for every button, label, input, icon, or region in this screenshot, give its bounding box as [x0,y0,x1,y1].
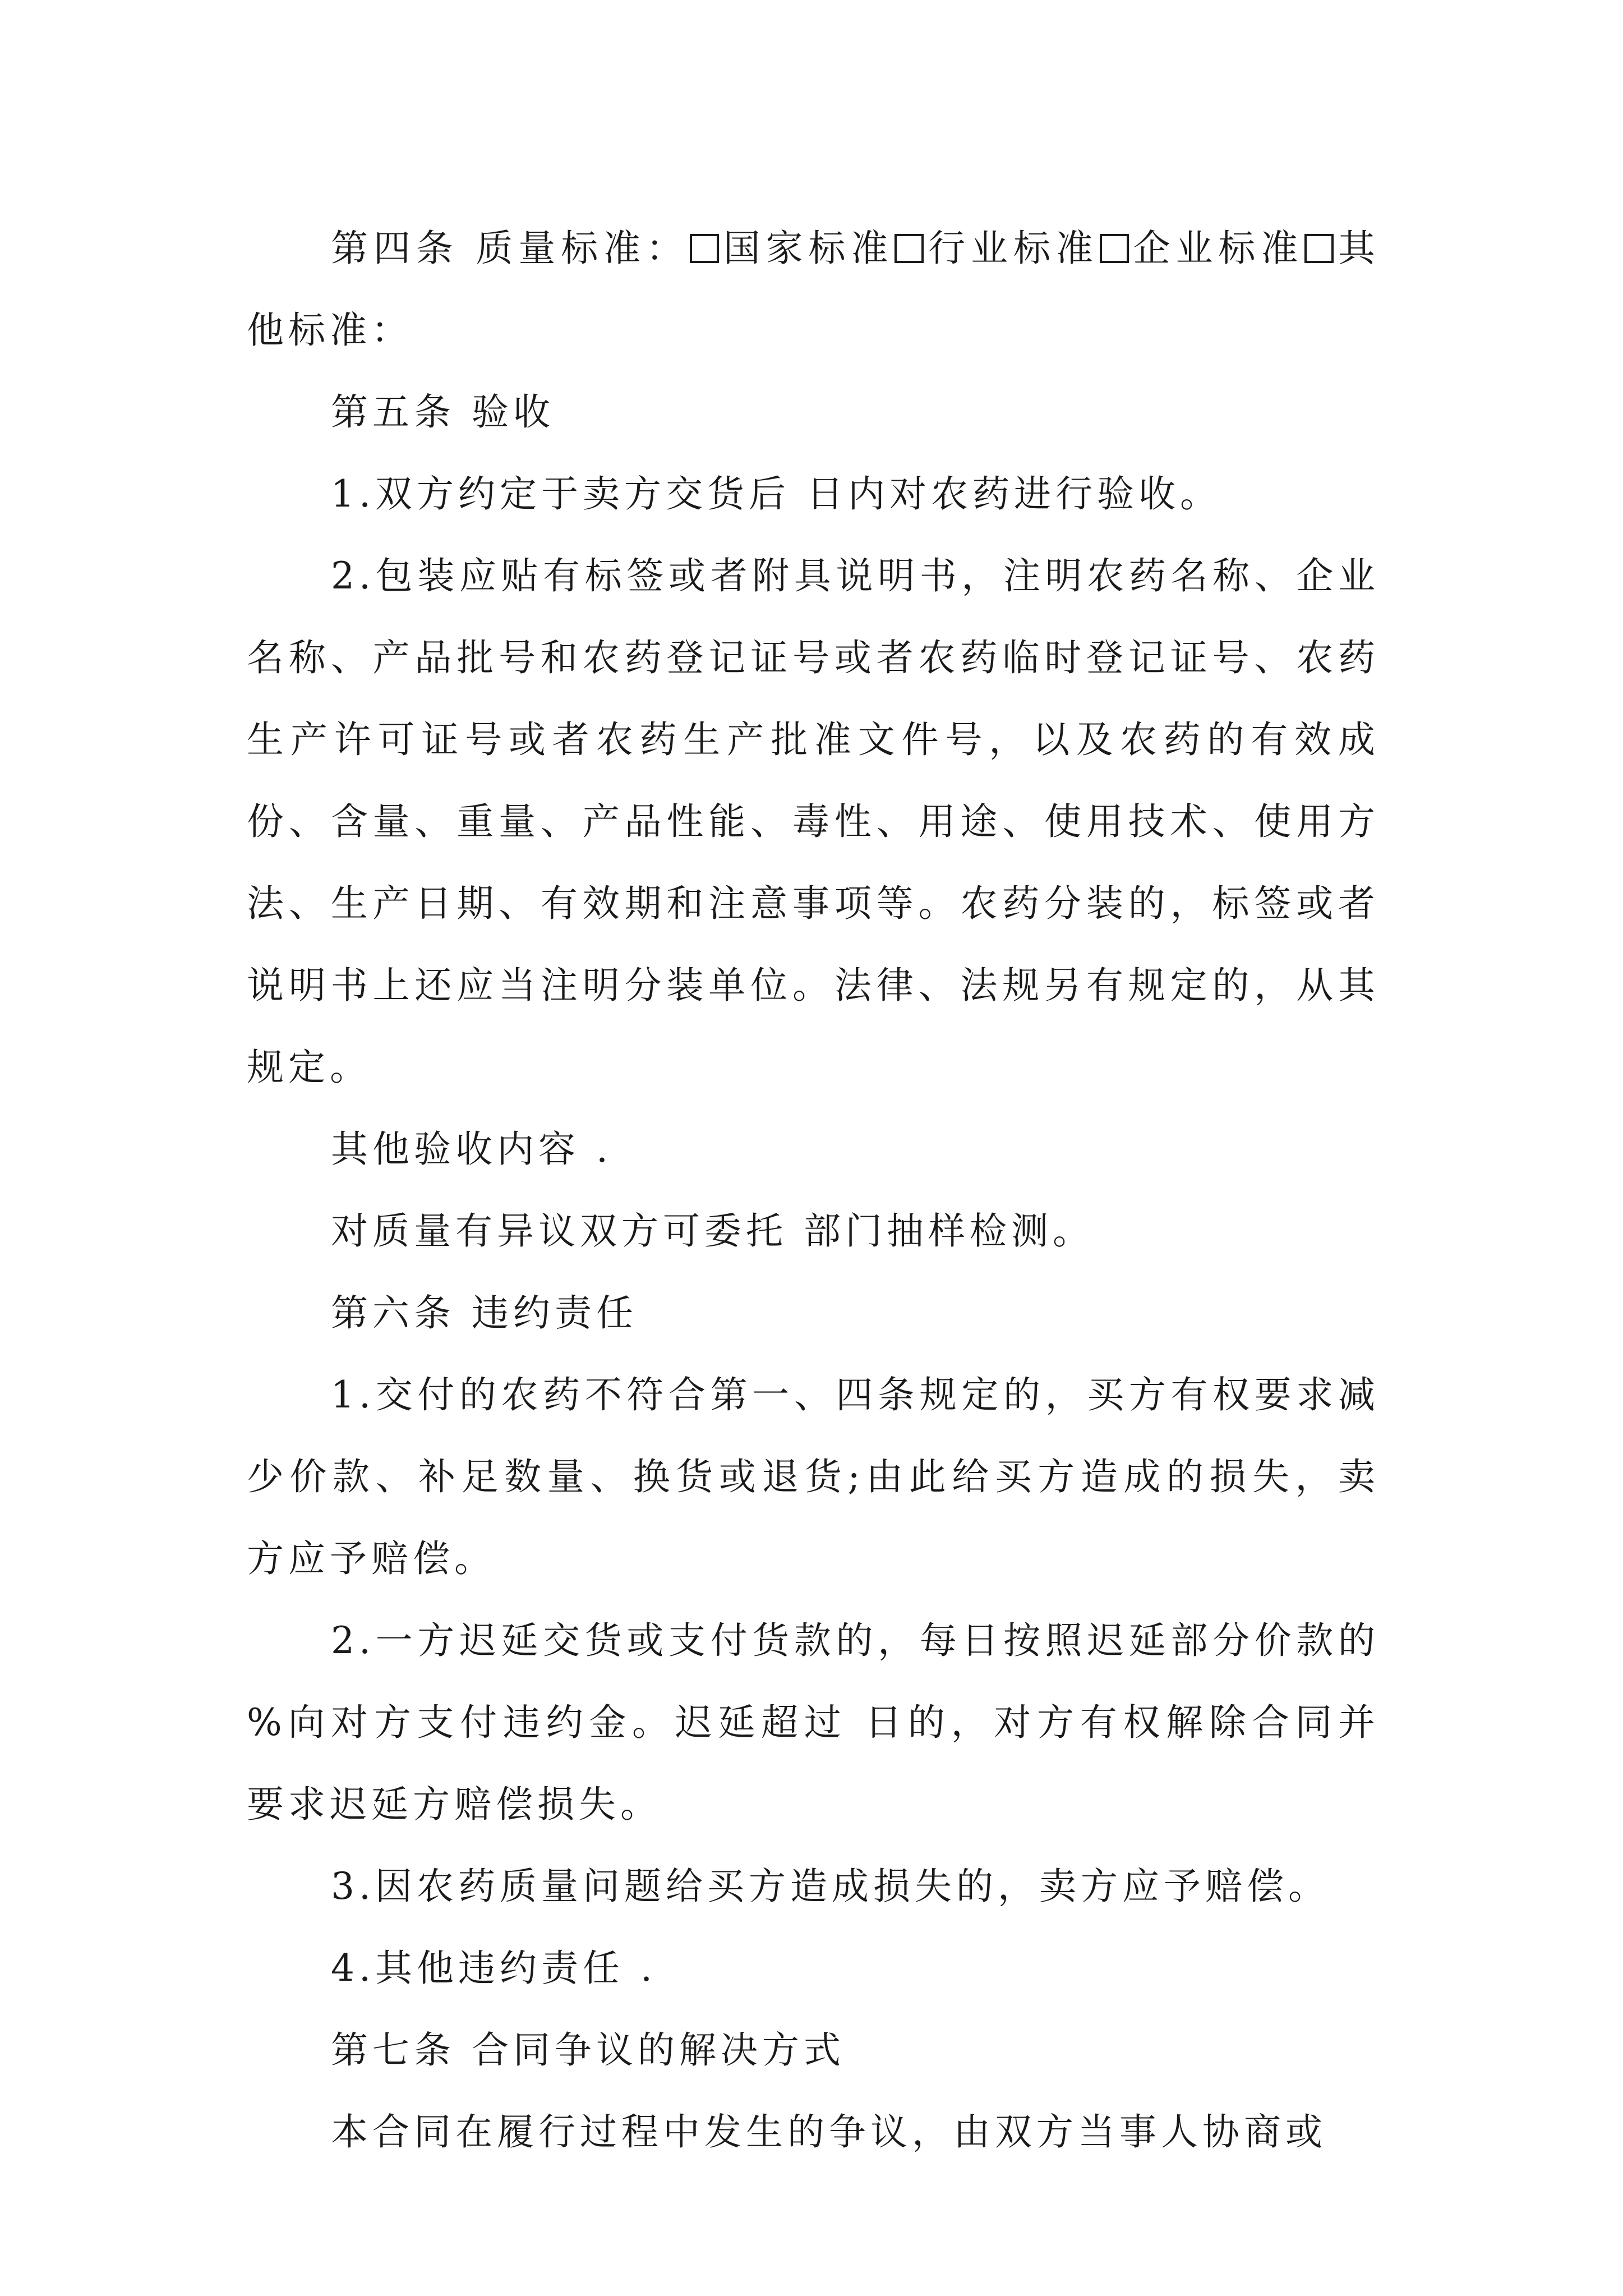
article-5-inspection: 对质量有异议双方可委托 部门抽样检测。 [331,1209,1094,1253]
article-7-clause-1: 本合同在履行过程中发生的争议，由双方当事人协商或 [331,2110,1327,2154]
article-5-title: 第五条 验收 [331,390,555,434]
article-6-clause-4: 4.其他违约责任 . [331,1947,657,1990]
article-6-title: 第六条 违约责任 [331,1291,638,1335]
document-body [247,208,1380,2173]
checkbox-industry-standard[interactable] [895,234,924,263]
article-6-clause-1: 1.交付的农药不符合第一、四条规定的，买方有权要求减少价款、补足数量、换货或退货;由此给买方造成的损失，卖方应予赔偿。 [247,1373,1380,1580]
article-6-clause-2: 2.一方迟延交货或支付货款的，每日按照迟延部分价款的 %向对方支付违约金。迟延超过 日的，对方有权解除合同并要求迟延方赔偿损失。 [247,1619,1380,1826]
checkbox-national-standard[interactable] [690,234,719,263]
article-4-quality-standard [247,208,1380,371]
article-6-clause-3: 3.因农药质量问题给买方造成损失的，卖方应予赔偿。 [331,1865,1330,1908]
checkbox-enterprise-standard[interactable] [1100,234,1129,263]
option-industry-standard: 行业标准 [927,227,1099,270]
article-5-clause-2: 2.包装应贴有标签或者附具说明书，注明农药名称、企业名称、产品批号和农药登记证号或者农药临时登记证号、农药生产许可证号或者农药生产批准文件号，以及农药的有效成份、含量、重量、产品性能、毒性、用途、使用技术、使用方法、生产日期、有效期和注意事项等。农药分装的，标签或者说明书上还应当注明分装单位。法律、法规另有规定的，从其规定。 [247,554,1380,1089]
option-national-standard: 国家标准 [722,227,894,270]
option-enterprise-standard: 企业标准 [1132,227,1304,270]
article-4-lead: 第四条 质量标准： [331,227,689,270]
article-5-other-content: 其他验收内容 . [331,1128,612,1171]
option-other-standard: 其他标准： [247,227,1380,352]
article-7-title: 第七条 合同争议的解决方式 [331,2028,845,2072]
article-5-clause-1: 1.双方约定于卖方交货后 日内对农药进行验收。 [331,472,1221,516]
checkbox-other-standard[interactable] [1304,234,1334,263]
